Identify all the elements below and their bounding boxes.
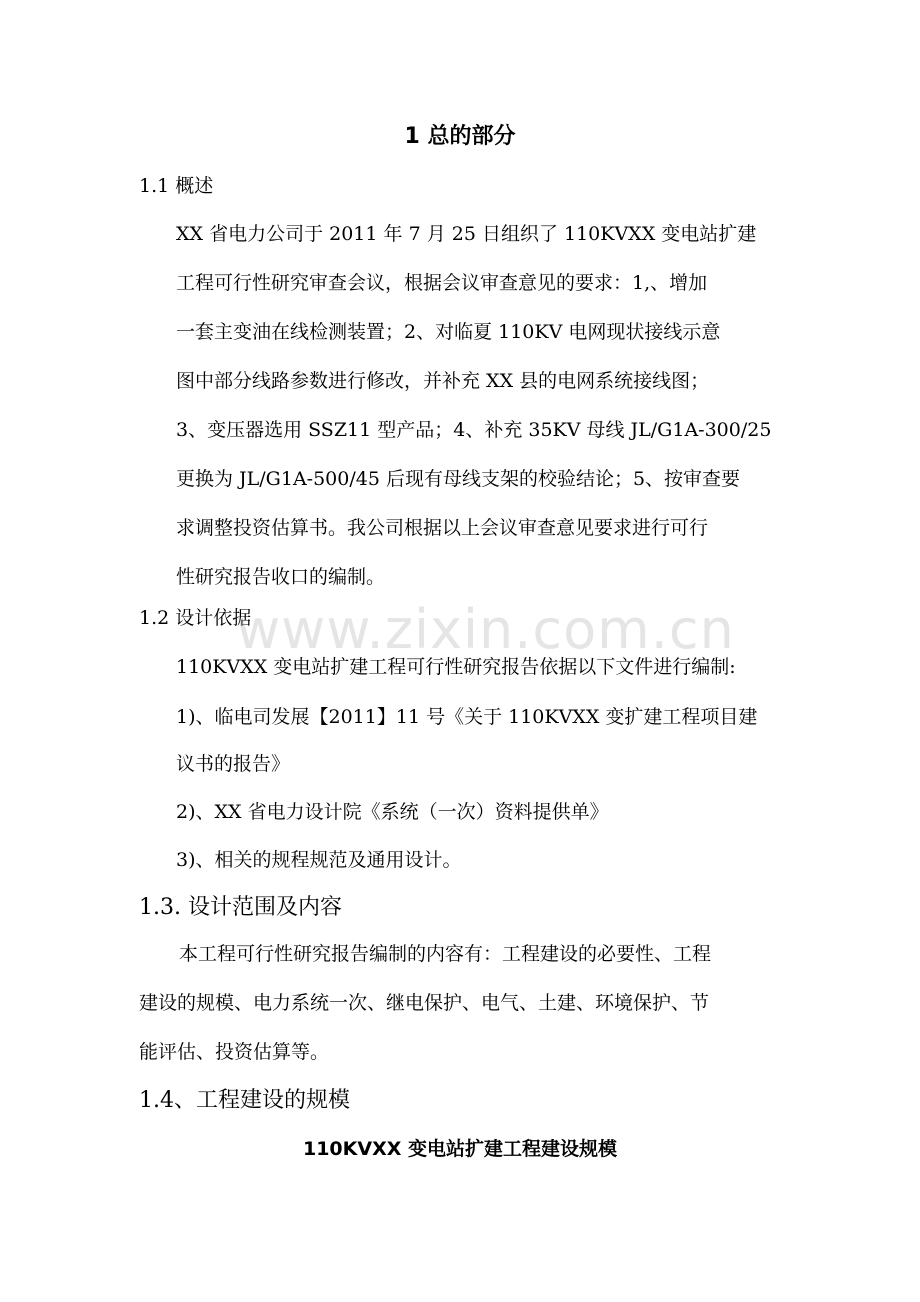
paragraph-line: 本工程可行性研究报告编制的内容有：工程建设的必要性、工程 xyxy=(179,943,712,965)
section-1-2-intro: 110KVXX 变电站扩建工程可行性研究报告依据以下文件进行编制: xyxy=(176,656,736,678)
paragraph-line: 求调整投资估算书。我公司根据以上会议审查意见要求进行可行 xyxy=(176,517,709,539)
section-1-1-paragraph xyxy=(176,210,771,602)
paragraph-line: 性研究报告收口的编制。 xyxy=(176,566,386,588)
paragraph-line: 一套主变油在线检测装置；2、对临夏 110KV 电网现状接线示意 xyxy=(176,321,721,343)
page-title: 1 总的部分 xyxy=(404,124,516,149)
paragraph-line: 建设的规模、电力系统一次、继电保护、电气、土建、环境保护、节 xyxy=(139,992,710,1014)
section-1-3-paragraph xyxy=(139,930,711,1077)
reference-item: 3)、相关的规程规范及通用设计。 xyxy=(176,849,462,871)
watermark: www.zixin.com.cn xyxy=(236,598,735,661)
section-heading-1-1: 1.1 概述 xyxy=(139,175,214,197)
section-heading-1-3: 1.3. 设计范围及内容 xyxy=(139,895,342,920)
paragraph-line: 工程可行性研究审查会议，根据会议审查意见的要求：1,、增加 xyxy=(176,272,708,294)
section-1-4-subtitle: 110KVXX 变电站扩建工程建设规模 xyxy=(302,1138,617,1160)
paragraph-line: XX 省电力公司于 2011 年 7 月 25 日组织了 110KVXX 变电站扩建 xyxy=(176,223,757,245)
reference-item: 2)、XX 省电力设计院《系统（一次）资料提供单》 xyxy=(176,801,609,823)
paragraph-line: 更换为 JL/G1A-500/45 后现有母线支架的校验结论；5、按审查要 xyxy=(176,468,741,490)
section-heading-1-2: 1.2 设计依据 xyxy=(139,607,252,629)
section-heading-1-4: 1.4、工程建设的规模 xyxy=(139,1088,350,1113)
paragraph-line: 3、变压器选用 SSZ11 型产品；4、补充 35KV 母线 JL/G1A-300/25 xyxy=(176,419,772,441)
paragraph-line: 能评估、投资估算等。 xyxy=(139,1041,330,1063)
paragraph-line: 图中部分线路参数进行修改，并补充 XX 县的电网系统接线图； xyxy=(176,370,710,392)
reference-item: 1)、临电司发展【2011】11 号《关于 110KVXX 变扩建工程项目建 xyxy=(176,706,758,728)
reference-item: 议书的报告》 xyxy=(176,753,291,775)
